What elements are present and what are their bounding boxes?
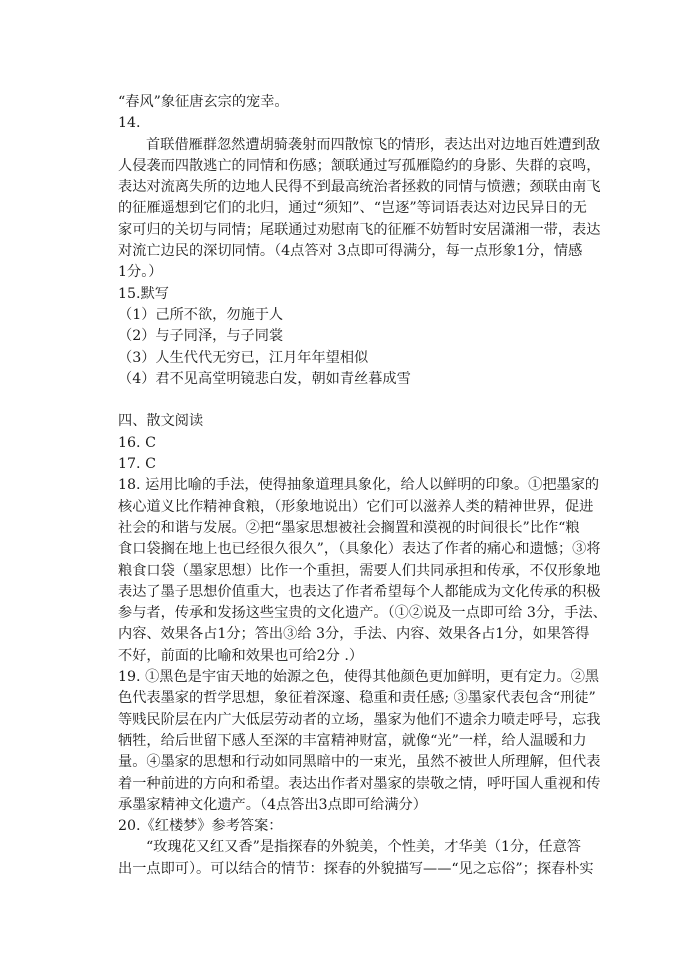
text-line: 1分。）	[118, 264, 163, 281]
text-line: 的征雁遥想到它们的北归，通过“须知”、“岂逐”等词语表达对边民异日的无	[118, 200, 587, 217]
question-heading-20: 20.《红楼梦》参考答案：	[118, 818, 283, 835]
text-line: 不好，前面的比喻和效果也可给2分 .）	[118, 647, 364, 664]
text-line: 家可归的关切与同情；尾联通过劝慰南飞的征雁不妨暂时安居潇湘一带，表达	[118, 221, 601, 238]
text-line: 食口袋搁在地上也已经很久很久”，（具象化）表达了作者的痛心和遗憾；③将	[118, 541, 601, 558]
dictation-item: （3）人生代代无穷已，江月年年望相似	[118, 349, 369, 366]
answer-16: 16. C	[118, 434, 156, 451]
text-line: 首联借雁群忽然遭胡骑袭射而四散惊飞的情形，表达出对边地百姓遭到敌	[146, 136, 601, 153]
text-line: 表达了墨子思想价值重大，也表达了作者希望每个人都能成为文化传承的积极	[118, 583, 601, 600]
blank-line	[118, 390, 598, 411]
text-line: 出一点即可）。可以结合的情节：探春的外貌描写——“见之忘俗”；探春朴实	[118, 860, 594, 877]
text-line: 人侵袭而四散逃亡的同情和伤感；颔联通过写孤雁隐约的身影、失群的哀鸣，	[118, 157, 601, 174]
text-line: 核心道义比作精神食粮，（形象地说出）它们可以滋养人类的精神世界，促进	[118, 498, 594, 515]
text-line: “春风”象征唐玄宗的宠幸。	[118, 94, 289, 110]
text-line: “玫瑰花又红又香”是指探春的外貌美，个性美，才华美（1分，任意答	[146, 839, 581, 856]
text-line: 牺牲，给后世留下感人至深的丰富精神财富，就像“光”一样，给人温暖和力	[118, 732, 587, 749]
text-line: 18. 运用比喻的手法，使得抽象道理具象化，给人以鲜明的印象。①把墨家的	[118, 477, 600, 494]
dictation-item: （4）君不见高堂明镜悲白发，朝如青丝暮成雪	[118, 370, 411, 387]
text-line: 19. ①黑色是宇宙天地的始源之色，使得其他颜色更加鲜明，更有定力。②黑	[118, 669, 600, 686]
text-line: 社会的和谐与发展。②把“墨家思想被社会搁置和漠视的时间很长”比作“粮	[118, 519, 580, 536]
text-line: 粮食口袋（墨家思想）比作一个重担，需要人们共同承担和传承，不仅形象地	[118, 562, 601, 579]
section-heading: 四、散文阅读	[118, 413, 204, 430]
text-line: 量。④墨家的思想和行动如同黑暗中的一束光，虽然不被世人所理解，但代表	[118, 754, 601, 771]
text-line: 表达对流离失所的边地人民得不到最高统治者拯救的同情与愤懑；颈联由南飞	[118, 179, 601, 196]
question-heading-15: 15.默写	[118, 285, 169, 302]
text-line: 参与者，传承和发扬这些宝贵的文化遗产。（①②说及一点即可给 3分，手法、	[118, 605, 607, 622]
text-line: 色代表墨家的哲学思想，象征着深邃、稳重和责任感; ③墨家代表包含“刑徒”	[118, 690, 596, 707]
question-number-14: 14.	[118, 115, 141, 132]
text-line: 对流亡边民的深切同情。（4点答对 3点即可得满分，每一点形象1分，情感	[118, 243, 583, 260]
text-line: 着一种前进的方向和希望。表达出作者对墨家的崇敬之情，呼吁国人重视和传	[118, 775, 601, 792]
dictation-item: （1）己所不欲，勿施于人	[118, 306, 284, 323]
answer-17: 17. C	[118, 456, 156, 473]
document-page	[118, 92, 607, 880]
dictation-item: （2）与子同泽，与子同裳	[118, 328, 284, 345]
text-line: 内容、效果各占1分；答出③给 3分，手法、内容、效果各占1分，如果答得	[118, 626, 590, 643]
text-line: 等贱民阶层在内广大低层劳动者的立场，墨家为他们不遗余力喷走呼号，忘我	[118, 711, 601, 728]
text-line: 承墨家精神文化遗产。（4点答出3点即可给满分）	[118, 796, 427, 813]
